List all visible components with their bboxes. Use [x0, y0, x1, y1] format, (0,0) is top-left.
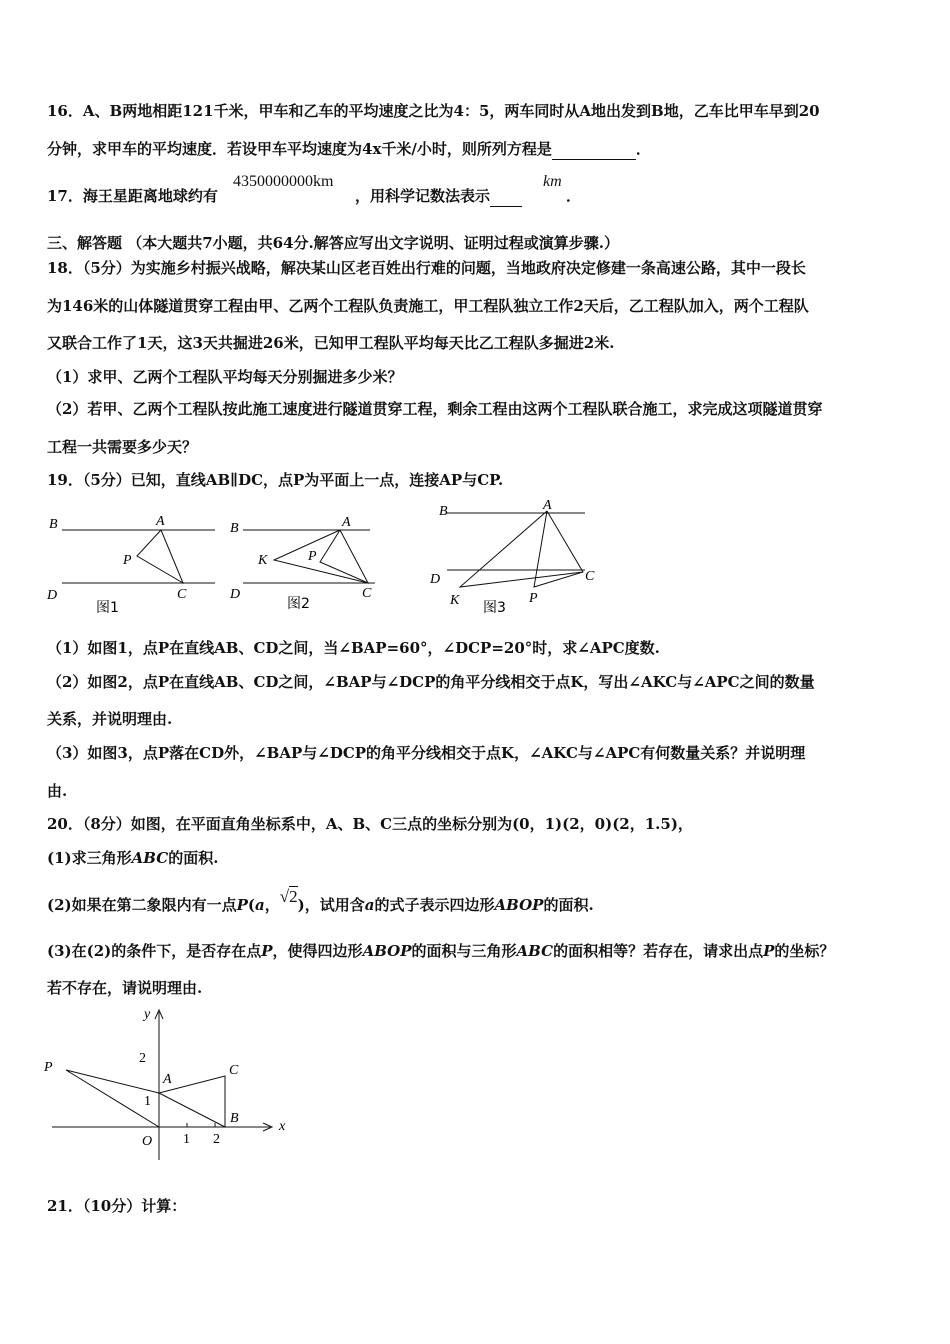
q16-end: ．: [635, 140, 651, 158]
fig2-label-c: C: [362, 586, 372, 601]
q19-sub2b: 关系，并说明理由.: [47, 710, 173, 728]
q17-value: 4350000000km: [233, 173, 334, 190]
label-y: y: [144, 1007, 151, 1022]
q20-sub2-a2: a: [364, 896, 375, 914]
label-p: P: [44, 1060, 53, 1075]
q20-sub2-text: (2)如果在第二象限内有一点: [47, 896, 237, 914]
q20-sub2: [47, 887, 594, 915]
q20-sub3-abc: ABC: [516, 942, 554, 960]
y-tick-label-2: 2: [139, 1051, 146, 1066]
x-tick-label-1: 1: [183, 1132, 190, 1147]
q19-sub1: （1）如图1，点P在直线AB、CD之间，当∠BAP=60°，∠DCP=20°时，求∠APC度数.: [47, 639, 660, 657]
q16-line1: 16．A、B两地相距121千米，甲车和乙车的平均速度之比为4：5，两车同时从A地出发到B地，乙车比甲车早到20: [47, 102, 820, 120]
fig3-label-a: A: [543, 498, 552, 513]
fig3-label-d: D: [430, 572, 441, 587]
q21-stem: 21．（10分）计算：: [47, 1197, 187, 1215]
fig2-label-p: P: [308, 549, 317, 564]
figure-3: [447, 511, 585, 587]
q20-sub3-p2: P: [763, 942, 775, 960]
sqrt-symbol-icon: √: [279, 887, 290, 906]
q20-sub2-open: (: [247, 896, 256, 914]
q20-sub2-comma: ，: [264, 896, 280, 914]
q16-line2-text: 分钟，求甲车的平均速度．若设甲车平均速度为4x千米/小时，则所列方程是: [47, 140, 552, 158]
fig2-triangle-apc: [320, 530, 368, 583]
figure-1: [62, 530, 215, 583]
q20-sub3-mid3: 的面积相等？若存在，请求出点: [553, 942, 764, 960]
fig3-angle-akc: [460, 511, 583, 587]
fig3-label-p: P: [529, 591, 538, 606]
section3-heading: 三、解答题 （本大题共7小题，共64分.解答应写出文字说明、证明过程或演算步骤.）: [47, 234, 619, 252]
q18-line2: 为146米的山体隧道贯穿工程由甲、乙两个工程队负责施工，甲工程队独立工作2天后，乙工程队加入，两个工程队: [47, 297, 809, 315]
fig2-label-a: A: [342, 515, 351, 530]
q20-sub2-end: 的面积.: [543, 896, 594, 914]
fig2-label-k: K: [258, 553, 268, 568]
q18-line3: 又联合工作了1天，这3天共掘进26米，已知甲工程队平均每天比乙工程队多掘进2米.: [47, 334, 615, 352]
q20-sub2-abop: ABOP: [494, 896, 544, 914]
fig1-label-p: P: [123, 553, 132, 568]
q20-sub2-mid: 的式子表示四边形: [374, 896, 495, 914]
label-c: C: [229, 1063, 239, 1078]
y-tick-label-1: 1: [144, 1094, 151, 1109]
q20-coordinate-figure: [0, 1000, 320, 1165]
fig1-label-b: B: [49, 517, 58, 532]
q16-line2: [47, 139, 651, 160]
q20-sub1-abc: ABC: [131, 849, 169, 867]
q20-sub3-abop: ABOP: [362, 942, 412, 960]
q20-stem: 20．（8分）如图，在平面直角坐标系中，A、B、C三点的坐标分别为(0，1)(2，0)(2，1.5)，: [47, 815, 693, 833]
q20-sub2-close: )，试用含: [297, 896, 365, 914]
q19-sub3b: 由.: [47, 782, 68, 800]
q20-sub3-end: 的坐标？: [774, 942, 835, 960]
q17-unit: km: [543, 173, 562, 190]
q20-sub3-text: (3)在(2)的条件下，是否存在点: [47, 942, 262, 960]
q19-sub3a: （3）如图3，点P落在CD外，∠BAP与∠DCP的角平分线相交于点K，∠AKC与∠APC有何数量关系？并说明理: [47, 744, 806, 762]
q18-sub2a: （2）若甲、乙两个工程队按此施工速度进行隧道贯穿工程，剩余工程由这两个工程队联合施工，求完成这项隧道贯穿: [47, 400, 823, 418]
label-o: O: [142, 1134, 153, 1149]
fig2-label-b: B: [230, 521, 239, 536]
q20-sub3-mid1: ，使得四边形: [272, 942, 363, 960]
q20-sub1-end: 的面积.: [168, 849, 219, 867]
fig3-label-c: C: [585, 569, 595, 584]
fig3-label-b: B: [439, 504, 448, 519]
q17-middle: [355, 186, 522, 207]
fig1-label-a: A: [156, 514, 165, 529]
q20-sub1-text: (1)求三角形: [47, 849, 132, 867]
q16-answer-blank: [552, 139, 636, 160]
q20-sub1: [47, 848, 218, 868]
q18-sub2b: 工程一共需要多少天？: [47, 438, 198, 456]
q17-prefix: 17．海王星距离地球约有: [47, 187, 218, 205]
fig3-caption: 图3: [483, 600, 506, 616]
fig1-label-d: D: [47, 588, 58, 603]
q19-sub2a: （2）如图2，点P在直线AB、CD之间，∠BAP与∠DCP的角平分线相交于点K，写出∠AKC与∠APC之间的数量: [47, 673, 815, 691]
fig1-caption: 图1: [96, 600, 119, 616]
fig2-caption: 图2: [287, 596, 310, 612]
fig2-label-d: D: [230, 587, 241, 602]
q20-sub3: [47, 941, 834, 961]
label-b: B: [230, 1111, 239, 1126]
q20-sub3-p: P: [261, 942, 273, 960]
q20-sub2-sqrt-value: 2: [289, 887, 298, 906]
q17-middle-text: ，用科学记数法表示: [355, 187, 491, 205]
q18-sub1: （1）求甲、乙两个工程队平均每天分别掘进多少米？: [47, 368, 403, 386]
q20-sub3-line2: 若不存在，请说明理由.: [47, 979, 203, 997]
q20-sub2-a: a: [255, 896, 265, 914]
q20-sub2-p: P: [236, 896, 248, 914]
q18-line1: 18．（5分）为实施乡村振兴战略，解决某山区老百姓出行难的问题，当地政府决定修建一条高速公路，其中一段长: [47, 259, 806, 277]
x-tick-label-2: 2: [213, 1132, 220, 1147]
fig3-triangle-apc: [534, 511, 583, 587]
label-a: A: [163, 1072, 172, 1087]
fig1-label-c: C: [177, 587, 187, 602]
q20-sub3-mid2: 的面积与三角形: [411, 942, 517, 960]
fig3-label-k: K: [450, 593, 460, 608]
q20-sub2-sqrt: [280, 887, 298, 907]
q19-stem: 19．（5分）已知，直线AB∥DC，点P为平面上一点，连接AP与CP.: [47, 471, 504, 489]
q19-figures: [0, 498, 950, 620]
label-x: x: [279, 1119, 286, 1134]
q17-answer-blank: [490, 186, 522, 207]
q17-end: ．: [566, 187, 582, 205]
fig1-triangle-apc: [137, 530, 183, 583]
